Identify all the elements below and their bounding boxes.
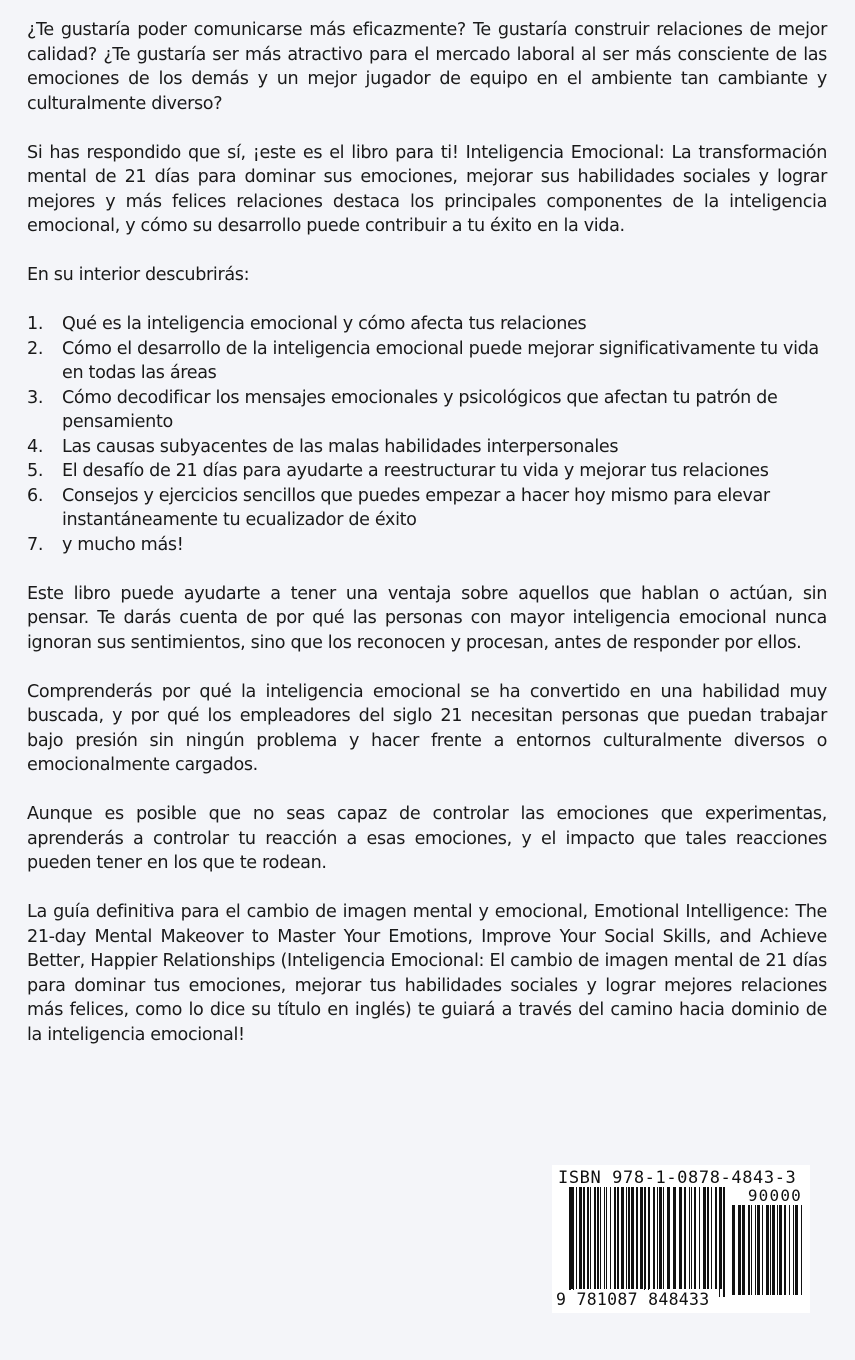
list-item-text: Las causas subyacentes de las malas habilidades interpersonales (62, 436, 619, 457)
isbn-barcode-block (552, 1165, 810, 1313)
barcode-bar (707, 1187, 709, 1289)
barcode-guard-bar (723, 1187, 725, 1297)
barcode-bar (576, 1187, 577, 1289)
list-item-number: 2. (27, 338, 44, 359)
barcode-bar (587, 1187, 589, 1289)
barcode-bar (614, 1187, 616, 1289)
list-item-number: 1. (27, 314, 44, 334)
list-item-text: Consejos y ejercicios sencillos que puedes empezar a hacer hoy mismo para elevar instantáneamente tu ecualizador de éxito (62, 485, 770, 530)
barcode-bar (679, 1187, 682, 1289)
list-item-number: 3. (27, 387, 44, 408)
list-item-text: Cómo decodificar los mensajes emocionales y psicológicos que afectan tu patrón de pensamiento (62, 387, 778, 432)
list-item (27, 337, 827, 386)
barcode-bar (751, 1205, 752, 1295)
list-intro: En su interior descubrirás: (27, 265, 250, 285)
barcode-bar (691, 1187, 692, 1289)
barcode-bar (784, 1205, 786, 1295)
barcode-bar (766, 1205, 769, 1295)
barcode-bar (793, 1205, 794, 1295)
paragraph-advantage: Este libro puede ayudarte a tener una ventaja sobre aquellos que hablan o actúan, sin pensar. Te darás cuenta de por qué las personas con mayor inteligencia emocional nunca ignoran sus sentimientos, sino que los reconocen y procesan, antes de responder por ellos. (27, 583, 827, 653)
barcode-bar (770, 1205, 771, 1295)
list-item (27, 459, 827, 484)
barcode-bar (684, 1187, 686, 1289)
list-item-text: Cómo el desarrollo de la inteligencia emocional puede mejorar significativamente tu vida en todas las áreas (62, 338, 819, 383)
paragraph-control: Aunque es posible que no seas capaz de controlar las emociones que experimentas, aprenderás a controlar tu reacción a esas emociones, y el impacto que tales reacciones pueden tener en los que te rodean. (27, 804, 827, 873)
list-item (27, 533, 827, 558)
barcode-bar (777, 1205, 778, 1295)
barcode-bar (663, 1187, 664, 1289)
price-code: 90000 (747, 1186, 802, 1205)
barcode-bar (606, 1187, 607, 1289)
barcode-bar (628, 1187, 630, 1289)
barcode-bar (772, 1205, 775, 1295)
paragraph-book-intro: Si has respondido que sí, ¡este es el libro para ti! Inteligencia Emocional: La transformación mental de 21 días para dominar sus emociones, mejorar sus habilidades sociales y lograr mejores y más felices relaciones destaca los principales componentes de la inteligencia emocional, y cómo su desarrollo puede contribuir a tu éxito en la vida. (27, 142, 827, 236)
barcode-bar (715, 1187, 717, 1289)
barcode-guard-bar (573, 1187, 574, 1297)
barcode-bar (742, 1205, 745, 1295)
barcode-bar (667, 1187, 670, 1289)
barcode-guard-bar (719, 1187, 720, 1297)
barcode-bar (583, 1187, 585, 1289)
barcode-bar (659, 1187, 662, 1289)
barcode-bar (795, 1205, 798, 1295)
barcode-bar (653, 1187, 655, 1289)
barcode-bar (720, 1187, 722, 1289)
barcode-bar (640, 1187, 643, 1289)
barcode-bar (801, 1205, 802, 1295)
barcode-bar (579, 1187, 582, 1289)
barcode-bar (757, 1205, 760, 1295)
list-item-number: 5. (27, 461, 44, 481)
barcode-bar (738, 1205, 741, 1295)
list-item-text: y mucho más! (62, 534, 184, 555)
barcode-guard-bar (569, 1187, 571, 1297)
barcode-bar (631, 1187, 634, 1289)
list-item-number: 7. (27, 534, 44, 555)
barcode-bar (755, 1205, 756, 1295)
barcode-bar (617, 1187, 619, 1289)
paragraph-employers: Comprenderás por qué la inteligencia emocional se ha convertido en una habilidad muy buscada, y por qué los empleadores del siglo 21 necesitan personas que puedan trabajar bajo presión sin ningún problema y hacer frente a entornos culturalmente diversos o emocionalmente cargados. (27, 681, 827, 775)
barcode-bar (748, 1205, 750, 1295)
barcode-bar (590, 1187, 591, 1289)
list-item-number: 4. (27, 436, 44, 457)
barcode-bar (779, 1205, 782, 1295)
list-item-number: 6. (27, 485, 44, 506)
barcode-bar (762, 1205, 763, 1295)
barcode-bar (732, 1205, 735, 1295)
barcode-bar (673, 1187, 676, 1289)
barcode-bar (689, 1187, 690, 1289)
feature-list (27, 312, 827, 557)
list-item (27, 312, 827, 337)
ean-digits: 9 781087 848433 (556, 1290, 710, 1309)
list-item-text: El desafío de 21 días para ayudarte a reestructurar tu vida y mejorar tus relaciones (62, 461, 769, 481)
barcode-bar (694, 1187, 696, 1289)
barcode-bar (600, 1187, 601, 1289)
barcode-bar (626, 1187, 627, 1289)
barcode-bar (711, 1187, 712, 1289)
barcode-bar (636, 1187, 638, 1289)
isbn-label: ISBN 978-1-0878-4843-3 (558, 1168, 797, 1188)
barcode-bar (594, 1187, 596, 1289)
barcode-bar (604, 1187, 605, 1289)
list-item (27, 484, 827, 533)
barcode-bar (699, 1187, 700, 1289)
barcode-bar (657, 1187, 658, 1289)
paragraph-questions: ¿Te gustaría poder comunicarse más eficazmente? Te gustaría construir relaciones de mejor calidad? ¿Te gustaría ser más atractivo para el mercado laboral al ser más consciente de las emociones de los demás y un mejor jugador de equipo en el ambiente tan cambiante y culturalmente diverso? (27, 20, 827, 114)
barcode-bar (703, 1187, 706, 1289)
list-item (27, 386, 827, 435)
barcode-bar (621, 1187, 624, 1289)
list-item (27, 435, 827, 460)
back-cover-text (27, 18, 827, 1072)
paragraph-definitive-guide: La guía definitiva para el cambio de imagen mental y emocional, Emotional Intelligence: The 21-day Mental Makeover to Master Your Emotions, Improve Your Social Skills, and Achieve Better, Happier Relationships (Inteligencia Emocional: El cambio de imagen mental de 21 días para dominar tus emociones, mejorar tus habilidades sociales y lograr mejores relaciones más felices, como lo dice su título en inglés) te guiará a través del camino hacia dominio de la inteligencia emocional! (27, 902, 827, 1045)
barcode-bar (789, 1205, 790, 1295)
list-item-text: Qué es la inteligencia emocional y cómo afecta tus relaciones (62, 314, 587, 334)
barcode-guard-bar (648, 1187, 649, 1297)
barcode-guard-bar (644, 1187, 645, 1297)
barcode-bar (610, 1187, 611, 1289)
barcode-bar (597, 1187, 599, 1289)
